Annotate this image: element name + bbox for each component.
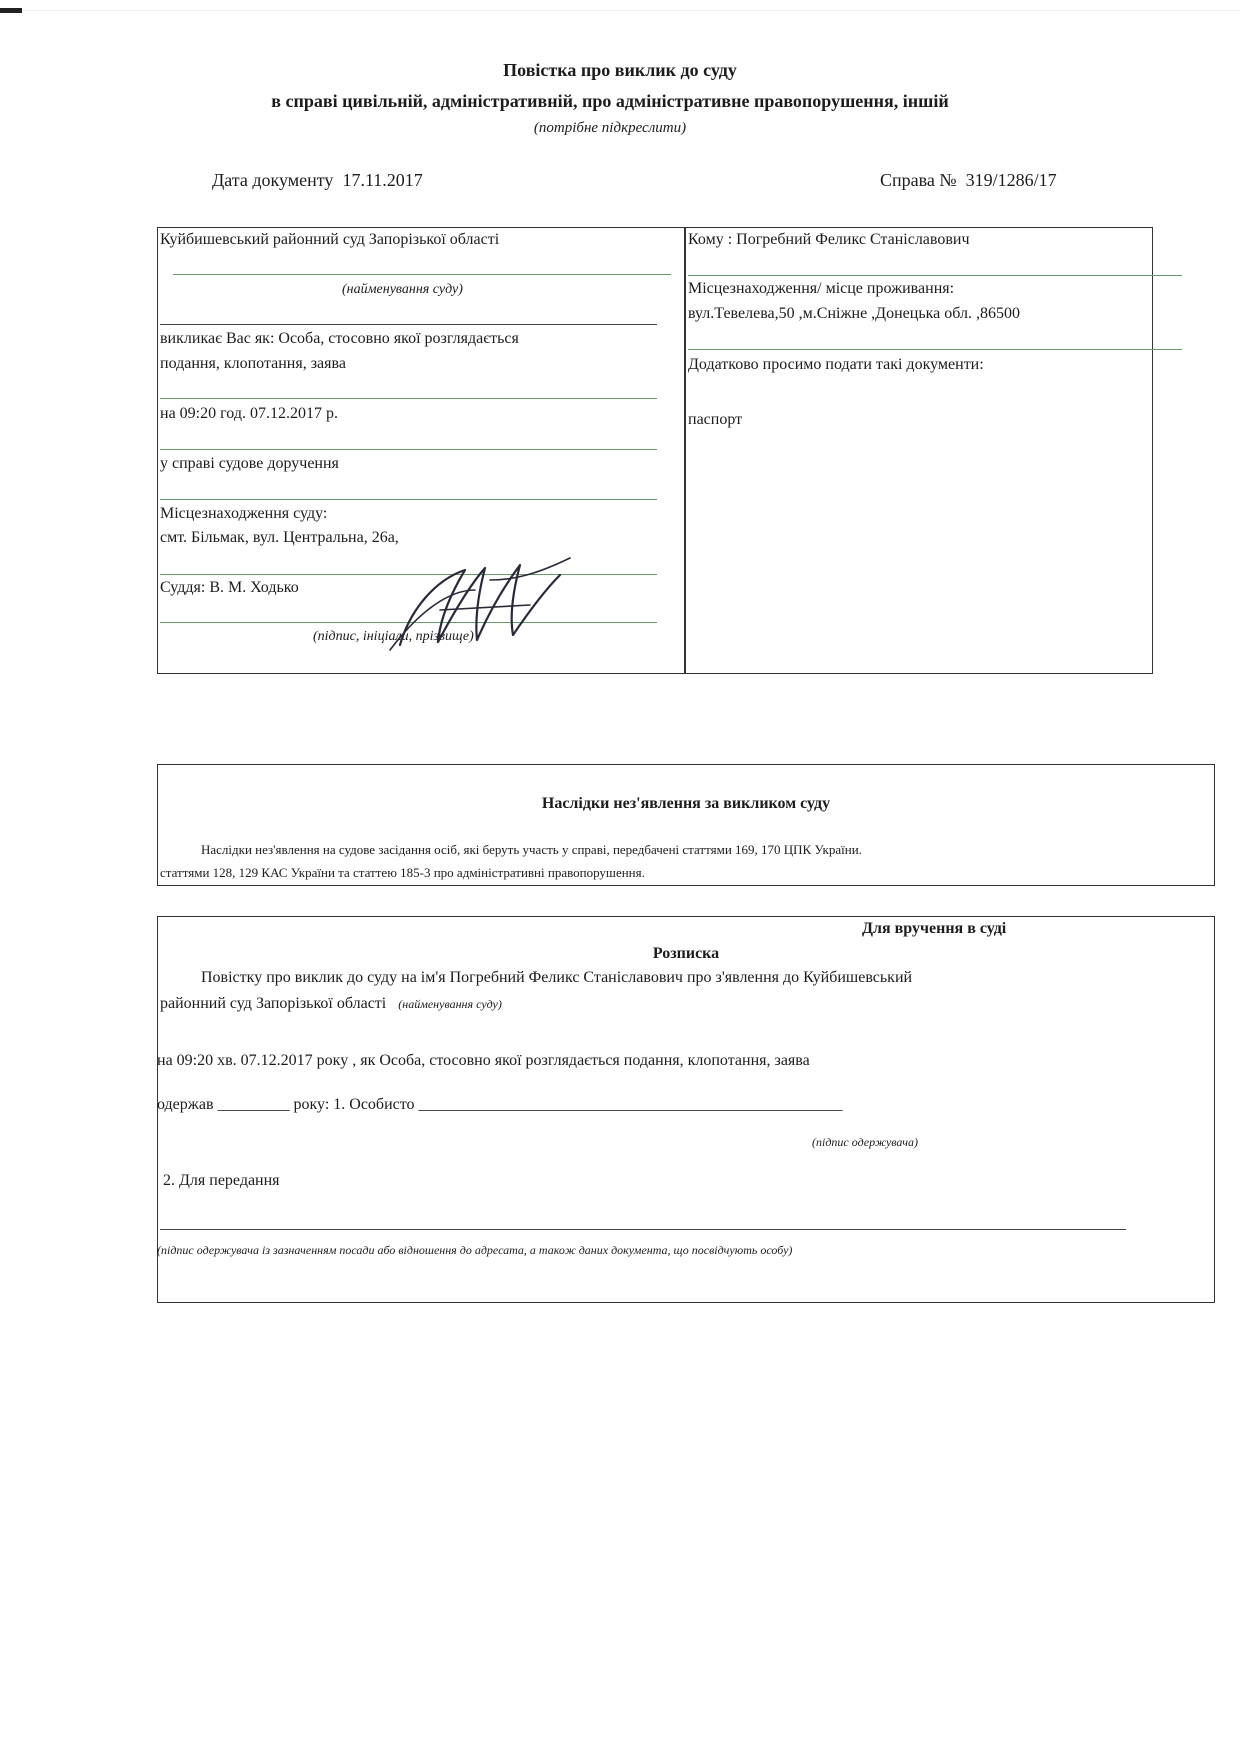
time-underline	[160, 449, 657, 450]
receipt-court-name: районний суд Запорізької області	[160, 995, 387, 1012]
court-location-label: Місцезнаходження суду:	[160, 505, 328, 522]
summons-box	[157, 227, 1153, 674]
receipt-title: Розписка	[652, 945, 720, 962]
scan-edge-line	[22, 10, 1240, 11]
left-separator	[160, 324, 657, 325]
scan-edge-mark	[0, 8, 22, 13]
receipt-line2	[160, 995, 502, 1013]
recipient-address: вул.Тевелева,50 ,м.Сніжне ,Донецька обл. ,86500	[688, 305, 1020, 322]
handwritten-signature-icon	[380, 550, 580, 660]
receipt-bottom-caption: (підпис одержувача із зазначенням посади або відношення до адресата, а також даних документа, що посвідчують особу)	[157, 1243, 793, 1257]
consequences-text-line2: статтями 128, 129 КАС України та статтею 185-3 про адміністративні правопорушення.	[160, 865, 645, 880]
recipient-address-label: Місцезнаходження/ місце проживання:	[688, 280, 955, 297]
court-name-underline	[173, 274, 671, 275]
date-field	[212, 170, 423, 191]
judge-caption: (підпис, ініціали, прізвище)	[313, 629, 474, 644]
document-title: Повістка про виклик до суду	[503, 60, 737, 80]
date-value: 17.11.2017	[342, 170, 423, 190]
summons-role-line1: викликає Вас як: Особа, стосовно якої розглядається	[160, 330, 519, 347]
documents-label: Додатково просимо подати такі документи:	[688, 356, 984, 373]
title-note: (потрібне підкреслити)	[533, 120, 687, 136]
court-location-value: смт. Більмак, вул. Центральна, 26а,	[160, 529, 399, 546]
document-subtitle: в справі цивільній, адміністративній, про адміністративне правопорушення, іншій	[271, 91, 949, 111]
recipient-underline	[688, 275, 1182, 276]
receipt-line5: 2. Для передання	[163, 1172, 280, 1189]
receipt-line4: одержав _________ року: 1. Особисто _____________________________________________________	[157, 1096, 843, 1113]
summons-underline	[160, 398, 657, 399]
case-type: у справі судове доручення	[160, 455, 339, 472]
court-name: Куйбишевський районний суд Запорізької області	[160, 231, 500, 248]
case-label: Справа №	[880, 170, 957, 190]
recipient-signature-caption: (підпис одержувача)	[812, 1135, 918, 1149]
date-label: Дата документу	[212, 170, 334, 190]
receipt-court-caption: (найменування суду)	[398, 997, 502, 1011]
court-caption: (найменування суду)	[342, 282, 463, 297]
case-field	[880, 170, 1057, 191]
summons-divider	[684, 227, 686, 674]
documents-value: паспорт	[688, 411, 743, 428]
receipt-line1: Повістку про виклик до суду на ім'я Погребний Феликс Станіславович про з'явлення до Куйбишевський	[201, 969, 913, 986]
consequences-title: Наслідки нез'явлення за викликом суду	[541, 795, 831, 812]
case-number: 319/1286/17	[965, 170, 1057, 190]
summons-role-line2: подання, клопотання, заява	[160, 355, 346, 372]
receipt-line3: на 09:20 хв. 07.12.2017 року , як Особа, стосовно якої розглядається подання, клопотання, заява	[157, 1052, 810, 1069]
address-underline	[688, 349, 1182, 350]
transfer-underline	[160, 1229, 1126, 1230]
case-type-underline	[160, 499, 657, 500]
hearing-time: на 09:20 год. 07.12.2017 р.	[160, 405, 338, 422]
recipient: Кому : Погребний Феликс Станіславович	[688, 231, 970, 248]
judge-name: Суддя: В. М. Ходько	[160, 579, 299, 596]
consequences-text-line1: Наслідки нез'явлення на судове засідання осіб, які беруть участь у справі, передбачені статтями 169, 170 ЦПК України.	[201, 842, 862, 857]
for-court-label: Для вручення в суді	[862, 920, 1007, 937]
